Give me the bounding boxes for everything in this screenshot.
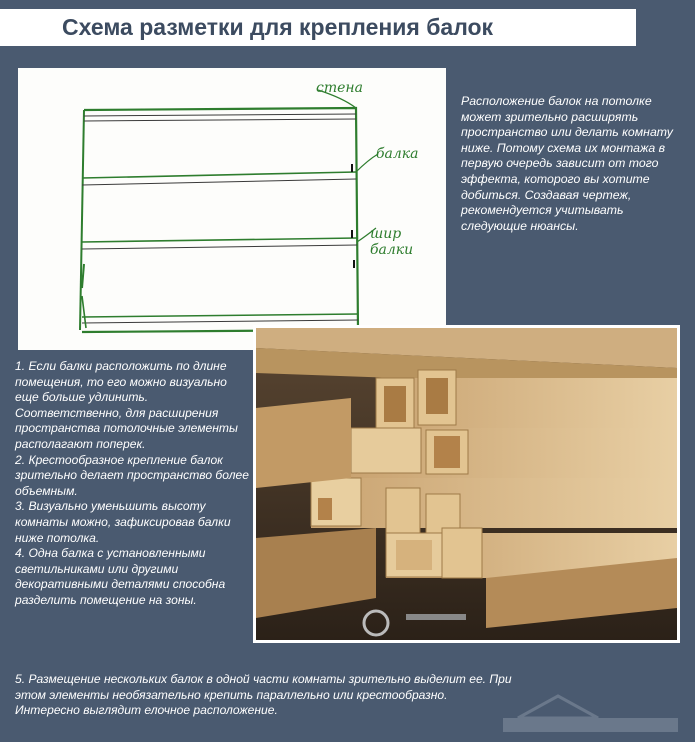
tip-item-1: 1. Если балки расположить по длине помещения, то его можно визуально еще больше удлинить. Соответственно, для расширения пространства потолочные элементы располагают поперек. (15, 359, 238, 451)
tip-item-4: 4. Одна балка с установленными светильниками или другими декоративными деталями способна разделить помещение на зоны. (15, 546, 226, 607)
label-beam-spacing-2: балки (370, 242, 414, 258)
tip-item-5: 5. Размещение нескольких балок в одной части комнаты зрительно выделит ее. При этом элементы необязательно крепить параллельно или крестообразно. Интересно выглядит елочное расположение. (15, 672, 512, 718)
page-title: Схема разметки для крепления балок (62, 14, 494, 40)
wooden-beams-photo (253, 325, 680, 643)
beams-illustration (256, 328, 677, 640)
tip-item-3: 3. Визуально уменьшить высоту комнаты можно, зафиксировав балки ниже потолка. (15, 499, 231, 545)
sketch-drawing (18, 68, 446, 350)
title-bar (0, 9, 636, 46)
beam-layout-sketch (18, 68, 446, 350)
tip-item-2: 2. Крестообразное крепление балок зрительно делает пространство более объемным. (15, 452, 249, 498)
tips-list (15, 359, 251, 609)
label-wall: стена (316, 80, 363, 96)
intro-paragraph: Расположение балок на потолке может зрительно расширять пространство или делать комнату ниже. Потому схема их монтажа в первую очередь зависит от того эффекта, которого вы хотите добиться. Создавая чертеж, рекомендуется учитывать следующие нюансы. (461, 94, 673, 233)
watermark-logo (498, 688, 683, 738)
label-beam-spacing-1: шир (370, 226, 402, 242)
label-beam: балка (376, 146, 419, 162)
